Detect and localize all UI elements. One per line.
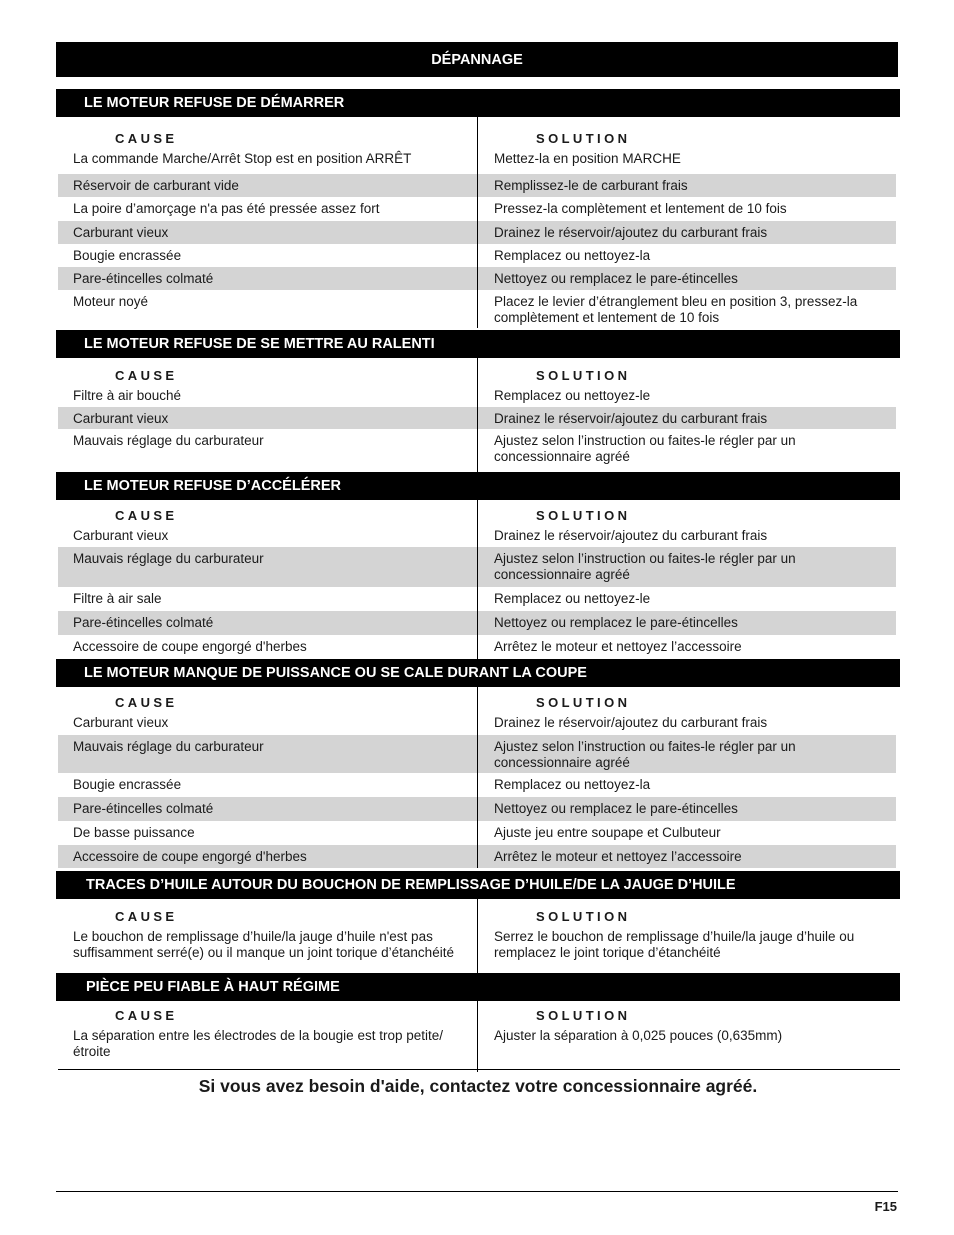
cause-cell: Accessoire de coupe engorgé d'herbes [58,845,477,868]
page-title: DÉPANNAGE [56,42,898,77]
section [56,472,900,659]
solution-cell: Remplacez ou nettoyez-la [494,777,651,792]
solution-cell: Remplacez ou nettoyez-le [494,591,651,606]
cause-cell: La séparation entre les électrodes de la bougie est trop petite/étroite [73,1028,443,1059]
solution-column-header: SOLUTION [536,909,631,924]
table-row [56,524,900,547]
table-row [56,221,900,244]
solution-cell: Ajuste jeu entre soupape et Culbuteur [494,825,721,840]
column-headers [56,117,900,147]
table-row [56,174,900,197]
table-row [56,773,900,797]
section [56,89,900,328]
solution-cell: Ajuster la séparation à 0,025 pouces (0,635mm) [494,1028,783,1043]
cause-cell: Carburant vieux [58,221,477,244]
solution-cell: Arrêtez le moteur et nettoyez l’accessoire [478,845,896,868]
table-row [56,290,900,328]
cause-cell: Pare-étincelles colmaté [58,797,477,821]
solution-cell: Ajustez selon l’instruction ou faites-le régler par un concessionnaire agréé [478,735,896,773]
troubleshooting-table [56,89,900,1072]
cause-cell: Bougie encrassée [73,248,182,263]
solution-cell: Drainez le réservoir/ajoutez du carburant frais [494,715,768,730]
solution-cell: Drainez le réservoir/ajoutez du carburant frais [478,407,896,429]
table-row [56,797,900,821]
cause-cell: Bougie encrassée [73,777,182,792]
solution-cell: Nettoyez ou remplacez le pare-étincelles [478,797,896,821]
table-row [56,611,900,635]
cause-cell: Réservoir de carburant vide [58,174,477,197]
solution-cell: Ajustez selon l’instruction ou faites-le régler par un concessionnaire agréé [478,547,896,587]
cause-column-header: CAUSE [115,695,178,710]
section-heading: LE MOTEUR REFUSE D’ACCÉLÉRER [56,472,900,500]
column-headers [56,899,900,925]
cause-column-header: CAUSE [115,131,178,146]
table-row [56,587,900,611]
cause-cell: Pare-étincelles colmaté [58,267,477,290]
solution-column-header: SOLUTION [536,368,631,383]
table-row [56,267,900,290]
column-headers [56,687,900,711]
table-row [56,635,900,659]
section-heading: LE MOTEUR MANQUE DE PUISSANCE OU SE CALE DURANT LA COUPE [56,659,900,687]
cause-column-header: CAUSE [115,909,178,924]
solution-cell: Pressez-la complètement et lentement de 10 fois [494,201,787,216]
table-row [56,845,900,868]
section [56,330,900,472]
table-row [56,711,900,735]
solution-cell: Remplissez-le de carburant frais [478,174,896,197]
section-heading: PIÈCE PEU FIABLE À HAUT RÉGIME [56,973,900,1001]
solution-cell: Ajustez selon l’instruction ou faites-le régler par un concessionnaire agréé [494,433,796,464]
cause-column-header: CAUSE [115,1008,178,1023]
solution-column-header: SOLUTION [536,131,631,146]
solution-column-header: SOLUTION [536,1008,631,1023]
solution-cell: Placez le levier d’étranglement bleu en position 3, pressez-la complètement et lentement de 10 fois [494,294,858,325]
cause-cell: Pare-étincelles colmaté [58,611,477,635]
table-row [56,735,900,773]
solution-cell: Nettoyez ou remplacez le pare-étincelles [478,267,896,290]
cause-cell: Carburant vieux [58,407,477,429]
table-row [56,1024,900,1072]
cause-column-header: CAUSE [115,368,178,383]
solution-cell: Arrêtez le moteur et nettoyez l’accessoire [494,639,742,654]
cause-cell: Carburant vieux [73,528,169,543]
table-row [56,197,900,221]
cause-cell: Le bouchon de remplissage d’huile/la jauge d’huile n'est pas suffisamment serré(e) ou il manque un joint torique d’étanchéité [73,929,454,960]
cause-cell: La commande Marche/Arrêt Stop est en position ARRÊT [73,151,412,166]
solution-cell: Nettoyez ou remplacez le pare-étincelles [478,611,896,635]
section [56,973,900,1072]
table-row [56,821,900,845]
table-row [56,429,900,472]
table-bottom-rule [58,1069,900,1070]
help-message: Si vous avez besoin d'aide, contactez votre concessionnaire agréé. [198,1076,758,1096]
cause-cell: Accessoire de coupe engorgé d'herbes [73,639,307,654]
solution-cell: Drainez le réservoir/ajoutez du carburant frais [478,221,896,244]
column-headers [56,358,900,384]
solution-column-header: SOLUTION [536,508,631,523]
table-row [56,925,900,973]
section-heading: LE MOTEUR REFUSE DE SE METTRE AU RALENTI [56,330,900,358]
solution-cell: Serrez le bouchon de remplissage d’huile/la jauge d’huile ou remplacez le joint torique d’étanchéité [494,929,855,960]
cause-cell: Carburant vieux [73,715,169,730]
solution-cell: Remplacez ou nettoyez-la [494,248,651,263]
section [56,659,900,868]
column-headers [56,1001,900,1024]
footer-rule [56,1191,898,1192]
cause-cell: Filtre à air bouché [73,388,182,403]
cause-cell: Mauvais réglage du carburateur [58,735,477,773]
section [56,871,900,973]
solution-cell: Mettez-la en position MARCHE [494,151,681,166]
column-headers [56,500,900,524]
table-row [56,147,900,174]
cause-cell: Moteur noyé [73,294,149,309]
table-row [56,384,900,407]
cause-cell: La poire d’amorçage n'a pas été pressée assez fort [73,201,380,216]
section-heading: LE MOTEUR REFUSE DE DÉMARRER [56,89,900,117]
table-row [56,244,900,267]
table-row [56,547,900,587]
solution-column-header: SOLUTION [536,695,631,710]
solution-cell: Remplacez ou nettoyez-le [494,388,651,403]
page-number: F15 [874,1199,897,1214]
solution-cell: Drainez le réservoir/ajoutez du carburant frais [494,528,768,543]
table-row [56,407,900,429]
cause-cell: Filtre à air sale [73,591,162,606]
cause-cell: Mauvais réglage du carburateur [73,433,264,448]
cause-cell: De basse puissance [73,825,195,840]
cause-column-header: CAUSE [115,508,178,523]
section-heading: TRACES D’HUILE AUTOUR DU BOUCHON DE REMPLISSAGE D’HUILE/DE LA JAUGE D’HUILE [56,871,900,899]
cause-cell: Mauvais réglage du carburateur [58,547,477,587]
